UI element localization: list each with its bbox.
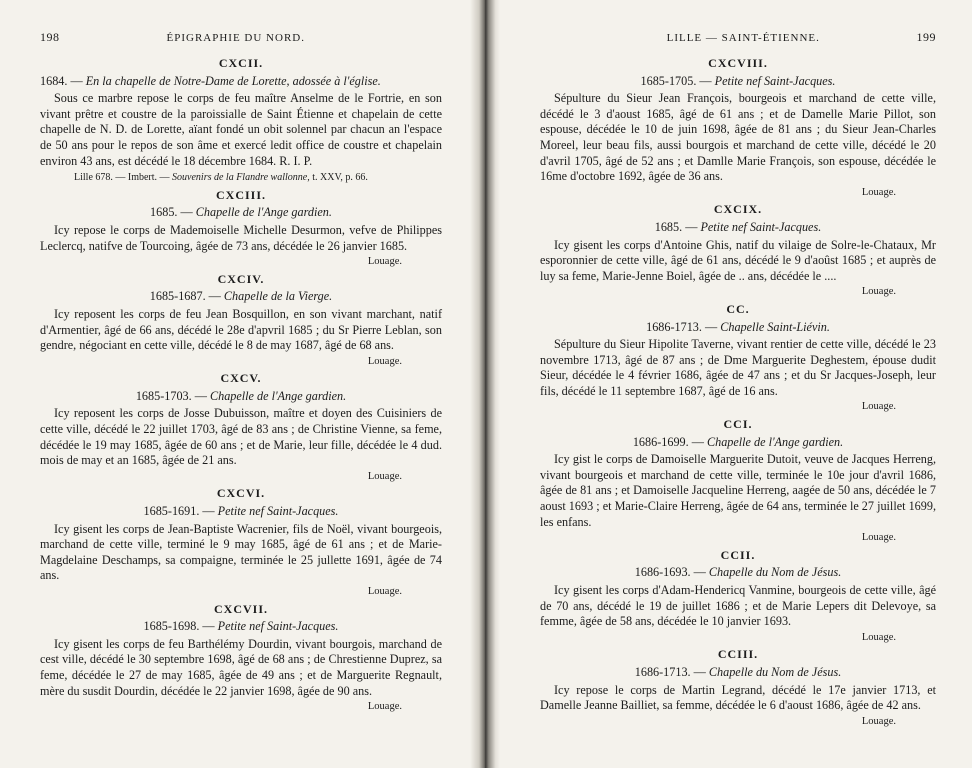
- entry-date: 1685.: [654, 219, 683, 234]
- entry-date: 1685-1703.: [135, 388, 192, 403]
- entry-text: Sépulture du Sieur Jean François, bourgeois et marchand de cette ville, décédé le 3 d'aoust 1685, âgé de 61 ans ; et de Damelle Marie Pillot, son espouse, décédée le 10 de juin 1698, âgée de 81 ans ; du Sieur Jean-Charles Moreel, leur beau fils, aussi bourgois et marchand de cette ville, décédé le 20 d'avril 1705, âgé de 52 ans ; et Damlle Marie François, son espouse, décédée le 16me d'octobre 1692, âgée de 36 ans.: [540, 91, 936, 184]
- entry-date: 1685-1687.: [149, 289, 206, 304]
- entry-heading: 1685-1703. — Chapelle de l'Ange gardien.: [135, 388, 347, 403]
- entry-heading: 1685-1691. — Petite nef Saint-Jacques.: [143, 504, 339, 519]
- entry-date: 1686-1693.: [634, 565, 691, 580]
- entry-number: CCIII.: [717, 647, 759, 662]
- entry-date: 1684.: [40, 73, 68, 88]
- entry-location: Petite nef Saint-Jacques.: [714, 73, 836, 88]
- entry-date: 1685.: [150, 205, 178, 220]
- left-page: [0, 0, 470, 768]
- entry-signature: Louage.: [367, 470, 402, 482]
- inscription-entry: [40, 486, 442, 599]
- entry-number: CXCIV.: [217, 271, 265, 286]
- right-page: [500, 0, 972, 768]
- entry-number: CXCIX.: [713, 202, 763, 217]
- entry-location: Chapelle Saint-Liévin.: [720, 319, 830, 334]
- entry-heading: 1685-1705. — Petite nef Saint-Jacques.: [640, 73, 836, 88]
- entry-date: 1686-1713.: [646, 319, 702, 334]
- entry-heading: 1684. — En la chapelle de Notre-Dame de Lorette, adossée à l'église.: [40, 73, 381, 88]
- entry-number: CXCVIII.: [708, 56, 768, 70]
- entry-date: 1685-1691.: [143, 504, 200, 519]
- source-suffix: t. XXV, p. 66.: [312, 172, 368, 184]
- source-prefix: Lille 678. — Imbert. —: [74, 172, 170, 184]
- entry-location: Petite nef Saint-Jacques.: [217, 619, 339, 634]
- entry-text: Icy repose le corps de Martin Legrand, décédé le 17e janvier 1713, et Damelle Jeanne Bailliet, sa femme, décédée le 6 d'aoust 1686, âgée de 42 ans.: [540, 682, 936, 713]
- entry-date: 1686-1713.: [634, 664, 691, 679]
- entry-text: Icy repose le corps de Mademoiselle Michelle Desurmon, vefve de Philippes Leclercq, natifve de Tourcoing, âgée de 73 ans, décédée le 26 janvier 1685.: [40, 222, 442, 253]
- entry-text: Icy gisent les corps d'Antoine Ghis, natif du vilaige de Solre-le-Chataux, Mr esporonnier de cette ville, âgé de 61 ans, décédé le 9 d'aoûst 1685 ; et auprès de luy sa feme, Marie-Jenne Boiel, âgée de .. ans, décédée le ....: [540, 237, 936, 283]
- inscription-entry: [40, 371, 442, 484]
- entry-number: CXCVII.: [213, 601, 268, 616]
- inscription-entry: [540, 417, 936, 546]
- entry-location: Chapelle du Nom de Jésus.: [708, 664, 842, 679]
- entry-heading: 1685. — Chapelle de l'Ange gardien.: [150, 205, 332, 220]
- entry-text: Icy gisent les corps de feu Barthélémy Dourdin, vivant bourgois, marchand de cest ville, décédé le 30 septembre 1698, âgé de 68 ans ; de Chrestienne Duprez, sa feme, décédée le 27 de may 1685, âgée de 49 ans ; et de Marguerite Regnault, mère du susdit Dourdin, décédée le 22 janvier 1698, âgée de 90 ans.: [40, 636, 442, 698]
- entry-text: Sous ce marbre repose le corps de feu maître Anselme de le Fortrie, en son vivant prêtre et coustre de la paroissialle de Saint Étienne et chapelain de cette chapelle de N. D. de Lorette, aïant fondé un obit solennel par chacun an l'espace de 50 ans pour le repos de son âme et exercé ledit office de coustre et chapelain environ 43 ans, est décédé le 18 décembre 1684. R. I. P.: [40, 91, 442, 168]
- entry-location: Chapelle de l'Ange gardien.: [195, 205, 332, 220]
- entry-signature: Louage.: [861, 401, 896, 413]
- inscription-entry: [540, 647, 936, 729]
- entry-text: Icy gisent les corps d'Adam-Hendericq Vanmine, bourgeois de cette ville, âgé de 70 ans, décédé le 19 de juillet 1686 ; et de Marie Lepers dit Delevoye, sa femme, âgée de 58 ans, décédée le 10 janvier 1693.: [540, 583, 936, 629]
- running-title: ÉPIGRAPHIE DU NORD.: [166, 32, 305, 44]
- entry-signature: Louage.: [367, 701, 402, 713]
- right-running-head: [540, 30, 936, 44]
- entry-text: Icy reposent les corps de Josse Dubuisson, maître et doyen des Cuisiniers de cette ville, décédé le 22 juillet 1703, âgé de 83 ans ; de Christine Vienne, sa feme, décédée le 19 may 1685, âgée de 60 ans ; et de Marie, leur fille, décédée le 4 dud. mois de may et an 1685, âgée de 21 ans.: [40, 406, 442, 468]
- entry-number: CCII.: [720, 547, 756, 562]
- book-gutter: [470, 0, 500, 768]
- entry-number: CXCIII.: [215, 187, 266, 202]
- entry-text: Icy gist le corps de Damoiselle Marguerite Dutoit, veuve de Jacques Herreng, vivant bourgeois et marchand de cette ville, terminée le 10e jour d'avril 1686, âgée de 81 ans ; et Damoiselle Jacqueline Herreng, aagée de 50 ans, décédée le 7 aoust 1693 ; et Marie-Claire Herreng, âgée de 64 ans, terminée le 27 juillet 1699, les enfans.: [540, 452, 936, 529]
- inscription-entry: [40, 188, 442, 270]
- entry-number: CXCVI.: [216, 486, 266, 501]
- entry-source: [74, 170, 442, 186]
- entry-location: Chapelle de la Vierge.: [223, 289, 333, 304]
- entry-location: En la chapelle de Notre-Dame de Lorette, adossée à l'église.: [85, 73, 381, 88]
- entry-heading: 1686-1699. — Chapelle de l'Ange gardien.: [632, 434, 844, 449]
- inscription-entry: [540, 548, 936, 646]
- page-number: 198: [40, 30, 60, 44]
- entry-heading: 1685-1698. — Petite nef Saint-Jacques.: [143, 619, 339, 634]
- inscription-entry: [40, 272, 442, 370]
- entry-date: 1686-1699.: [632, 434, 689, 449]
- entry-heading: 1686-1713. — Chapelle Saint-Liévin.: [646, 319, 830, 334]
- page-number: 199: [916, 30, 936, 44]
- entry-text: Icy gisent les corps de Jean-Baptiste Wacrenier, fils de Noël, vivant bourgeois, marchand de cette ville, terminé le 9 may 1685, âgé de 61 ans ; et de Marie-Magdelaine Deschamps, sa compaigne, terminée le 25 jullette 1691, âgée de 74 ans.: [40, 521, 442, 583]
- entry-location: Chapelle de l'Ange gardien.: [209, 388, 347, 403]
- entry-heading: 1686-1693. — Chapelle du Nom de Jésus.: [634, 565, 842, 580]
- source-title: Souvenirs de la Flandre wallonne,: [172, 172, 310, 184]
- entry-signature: Louage.: [861, 186, 896, 198]
- entry-number: CXCV.: [220, 371, 262, 386]
- inscription-entry: [540, 56, 936, 200]
- inscription-entry: [540, 302, 936, 415]
- entry-signature: Louage.: [861, 532, 896, 544]
- entry-location: Petite nef Saint-Jacques.: [217, 504, 339, 519]
- entry-text: Sépulture du Sieur Hipolite Taverne, vivant rentier de cette ville, décédé le 23 novembre 1713, âgé de 87 ans ; de Dme Marguerite Deghestem, épouse dudit Sieur, décédée le 4 février 1686, âgée de 47 ans ; et du Sr Jacques-Joseph, leur fils, décédé le 11 septembre 1687, âgé de 16 ans.: [540, 337, 936, 398]
- entry-location: Chapelle de l'Ange gardien.: [706, 434, 844, 449]
- inscription-entry: [540, 202, 936, 300]
- entry-signature: Louage.: [367, 256, 402, 268]
- entry-date: 1685-1705.: [640, 73, 697, 88]
- entry-number: CXCII.: [218, 56, 264, 70]
- entry-location: Chapelle du Nom de Jésus.: [708, 565, 842, 580]
- entry-heading: 1686-1713. — Chapelle du Nom de Jésus.: [634, 664, 842, 679]
- entry-number: CC.: [726, 301, 750, 316]
- entry-signature: Louage.: [861, 715, 896, 727]
- entry-number: CCI.: [723, 417, 753, 432]
- entry-heading: 1685-1687. — Chapelle de la Vierge.: [149, 289, 333, 304]
- entry-location: Petite nef Saint-Jacques.: [700, 219, 822, 234]
- entry-signature: Louage.: [861, 631, 896, 643]
- running-title: LILLE — SAINT-ÉTIENNE.: [666, 32, 820, 44]
- entry-signature: Louage.: [367, 355, 402, 367]
- entry-heading: 1685. — Petite nef Saint-Jacques.: [654, 219, 822, 234]
- entry-date: 1685-1698.: [143, 619, 200, 634]
- entry-text: Icy reposent les corps de feu Jean Bosquillon, en son vivant marchant, natif d'Armentier, âgé de 66 ans, décédé le 28e d'apvril 1685 ; du Sr Pierre Leblan, son gendre, négociant en cette ville, décédé le 8 de may 1687, âgé de 68 ans.: [40, 306, 442, 353]
- inscription-entry: [40, 56, 442, 186]
- left-running-head: [40, 30, 442, 44]
- inscription-entry: [40, 602, 442, 715]
- entry-signature: Louage.: [861, 286, 896, 298]
- entry-signature: Louage.: [367, 586, 402, 597]
